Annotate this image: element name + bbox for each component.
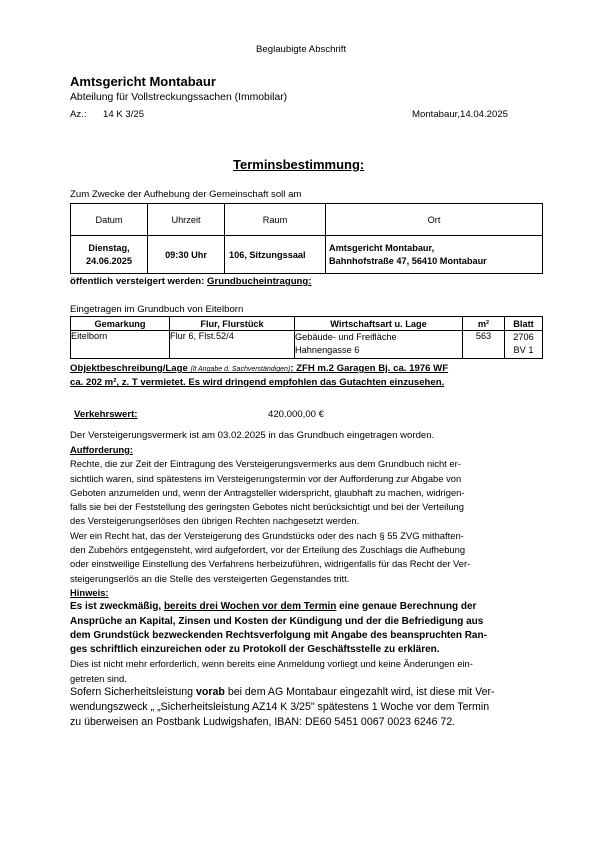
security-prefix: Sofern Sicherheitsleistung [70, 686, 197, 698]
land-registry-heading: Grundbucheintragung: [207, 276, 312, 287]
appointment-room: 106, Sitzungssaal [225, 236, 326, 274]
case-number: 14 K 3/25 [103, 109, 145, 120]
request-line: steigerungserlös an die Stelle des versteigerten Gegenstandes tritt. [70, 572, 350, 584]
appointment-weekday: Dienstag, [88, 242, 130, 253]
header-wirtschaftsart: Wirtschaftsart u. Lage [295, 317, 463, 331]
hint-section [70, 586, 532, 686]
security-line: wendungszweck „ „Sicherheitsleistung AZ14 K 3/25" spätestens 1 Woche vor dem Termin [70, 701, 490, 713]
hint-plain-line: Dies ist nicht mehr erforderlich, wenn bereits eine Anmeldung vorliegt und keine Änderungen ein- [70, 658, 473, 670]
appointment-place-line1: Amtsgericht Montabaur, [329, 242, 435, 253]
security-suffix: bei dem AG Montabaur eingezahlt wird, ist diese mit Ver- [224, 686, 495, 698]
header-ort: Ort [326, 204, 543, 236]
object-description-text: : ZFH m.2 Garagen Bj. ca. 1976 WF [290, 363, 449, 374]
registry-art-line1: Gebäude- und Freifläche [295, 332, 397, 342]
header-blatt: Blatt [505, 317, 543, 331]
hint-prefix: Es ist zweckmäßig, [70, 601, 164, 613]
request-line: den Zubehörs entgegensteht, wird aufgefordert, vor der Erteilung des Zuschlags die Aufhebung [70, 544, 466, 556]
case-number-label: Az.: [70, 109, 87, 120]
appointment-place-line2: Bahnhofstraße 47, 56410 Montabaur [329, 255, 487, 266]
registry-art-line2: Hahnengasse 6 [295, 345, 360, 355]
request-line: falls sie bei der Feststellung des geringsten Gebotes nicht berücksichtigt und bei der Verteilung [70, 501, 464, 513]
hint-line: Ansprüche an Kapital, Zinsen und Kosten der Kündigung und der die Befriedigung aus [70, 615, 484, 627]
request-line: des Versteigerungserlöses den übrigen Rechten nachgesetzt werden. [70, 515, 360, 527]
object-description-label: Objektbeschreibung/Lage [70, 363, 188, 374]
auction-line [70, 276, 311, 287]
object-description-note: (lt Angabe d. Sachverständigen) [190, 366, 291, 373]
market-value-label: Verkehrswert: [74, 409, 138, 420]
appointment-table [70, 203, 543, 274]
certified-copy-label: Beglaubigte Abschrift [256, 44, 347, 55]
registry-blatt-number: 2706 [513, 332, 534, 342]
object-description-line1 [70, 363, 448, 374]
department-name: Abteilung für Vollstreckungssachen (Immobilar) [70, 92, 288, 103]
registry-table [70, 316, 543, 359]
hint-line [70, 600, 532, 614]
registry-gemarkung: Eitelborn [71, 331, 170, 359]
registry-art [295, 331, 463, 359]
security-section [70, 685, 532, 730]
request-heading: Aufforderung: [70, 444, 134, 455]
appointment-date-value: 24.06.2025 [86, 255, 132, 266]
request-line: sichtlich waren, sind spätestens im Versteigerungstermin vor der Aufforderung zur Abgabe von [70, 472, 462, 484]
header-uhrzeit: Uhrzeit [148, 204, 225, 236]
document-title: Terminsbestimmung: [233, 157, 365, 172]
header-datum: Datum [71, 204, 148, 236]
security-vorab: vorab [196, 686, 225, 698]
security-line [70, 685, 532, 700]
registry-blatt [505, 331, 543, 359]
request-line: Geboten anzumelden und, wenn der Antragsteller widerspricht, glaubhaft zu machen, widrigen- [70, 486, 465, 498]
court-name: Amtsgericht Montabaur [70, 74, 216, 89]
registry-flur: Flur 6, Flst.52/4 [170, 331, 295, 359]
auction-text: öffentlich versteigert werden: [70, 276, 208, 287]
hint-suffix: eine genaue Berechnung der [336, 601, 477, 613]
market-value: 420.000,00 € [268, 409, 325, 420]
appointment-time: 09:30 Uhr [148, 236, 225, 274]
appointment-place [326, 236, 543, 274]
request-line: oder einstweilige Einstellung des Verfahrens herbeizuführen, widrigenfalls für das Recht der Ver- [70, 558, 471, 570]
header-gemarkung: Gemarkung [71, 317, 170, 331]
hint-line: ges schriftlich einzureichen oder zu Protokoll der Geschäftsstelle zu erklären. [70, 644, 440, 656]
object-description-line2: ca. 202 m², z. T vermietet. Es wird dringend empfohlen das Gutachten einzusehen. [70, 377, 445, 388]
registry-intro: Eingetragen im Grundbuch von Eitelborn [70, 304, 244, 315]
header-flur: Flur, Flurstück [170, 317, 295, 331]
hint-line: dem Grundstück bezweckenden Rechtsverfolgung mit Angabe des beanspruchten Ran- [70, 629, 487, 641]
header-m2: m² [463, 317, 505, 331]
place-date: Montabaur,14.04.2025 [412, 109, 509, 120]
security-line: zu überweisen an Postbank Ludwigshafen, IBAN: DE60 5451 0067 0023 6246 72. [70, 716, 456, 728]
appointment-row [71, 236, 543, 274]
request-line: Rechte, die zur Zeit der Eintragung des Versteigerungsvermerks aus dem Grundbuch nicht er- [70, 458, 461, 470]
registry-row [71, 331, 543, 359]
registry-header-row [71, 317, 543, 331]
appointment-date [71, 236, 148, 274]
request-line: Wer ein Recht hat, das der Versteigerung des Grundstücks oder des nach § 55 ZVG mithaften- [70, 529, 464, 541]
hint-deadline: bereits drei Wochen vor dem Termin [163, 601, 337, 613]
purpose-text: Zum Zwecke der Aufhebung der Gemeinschaft soll am [70, 189, 302, 200]
hint-heading: Hinweis: [70, 587, 109, 598]
request-section [70, 443, 532, 586]
appointment-header-row [71, 204, 543, 236]
header-raum: Raum [225, 204, 326, 236]
hint-plain-line: getreten sind. [70, 672, 127, 684]
registry-m2: 563 [463, 331, 505, 359]
registration-note: Der Versteigerungsvermerk ist am 03.02.2025 in das Grundbuch eingetragen worden. [70, 430, 435, 441]
registry-bv-number: BV 1 [513, 345, 534, 355]
